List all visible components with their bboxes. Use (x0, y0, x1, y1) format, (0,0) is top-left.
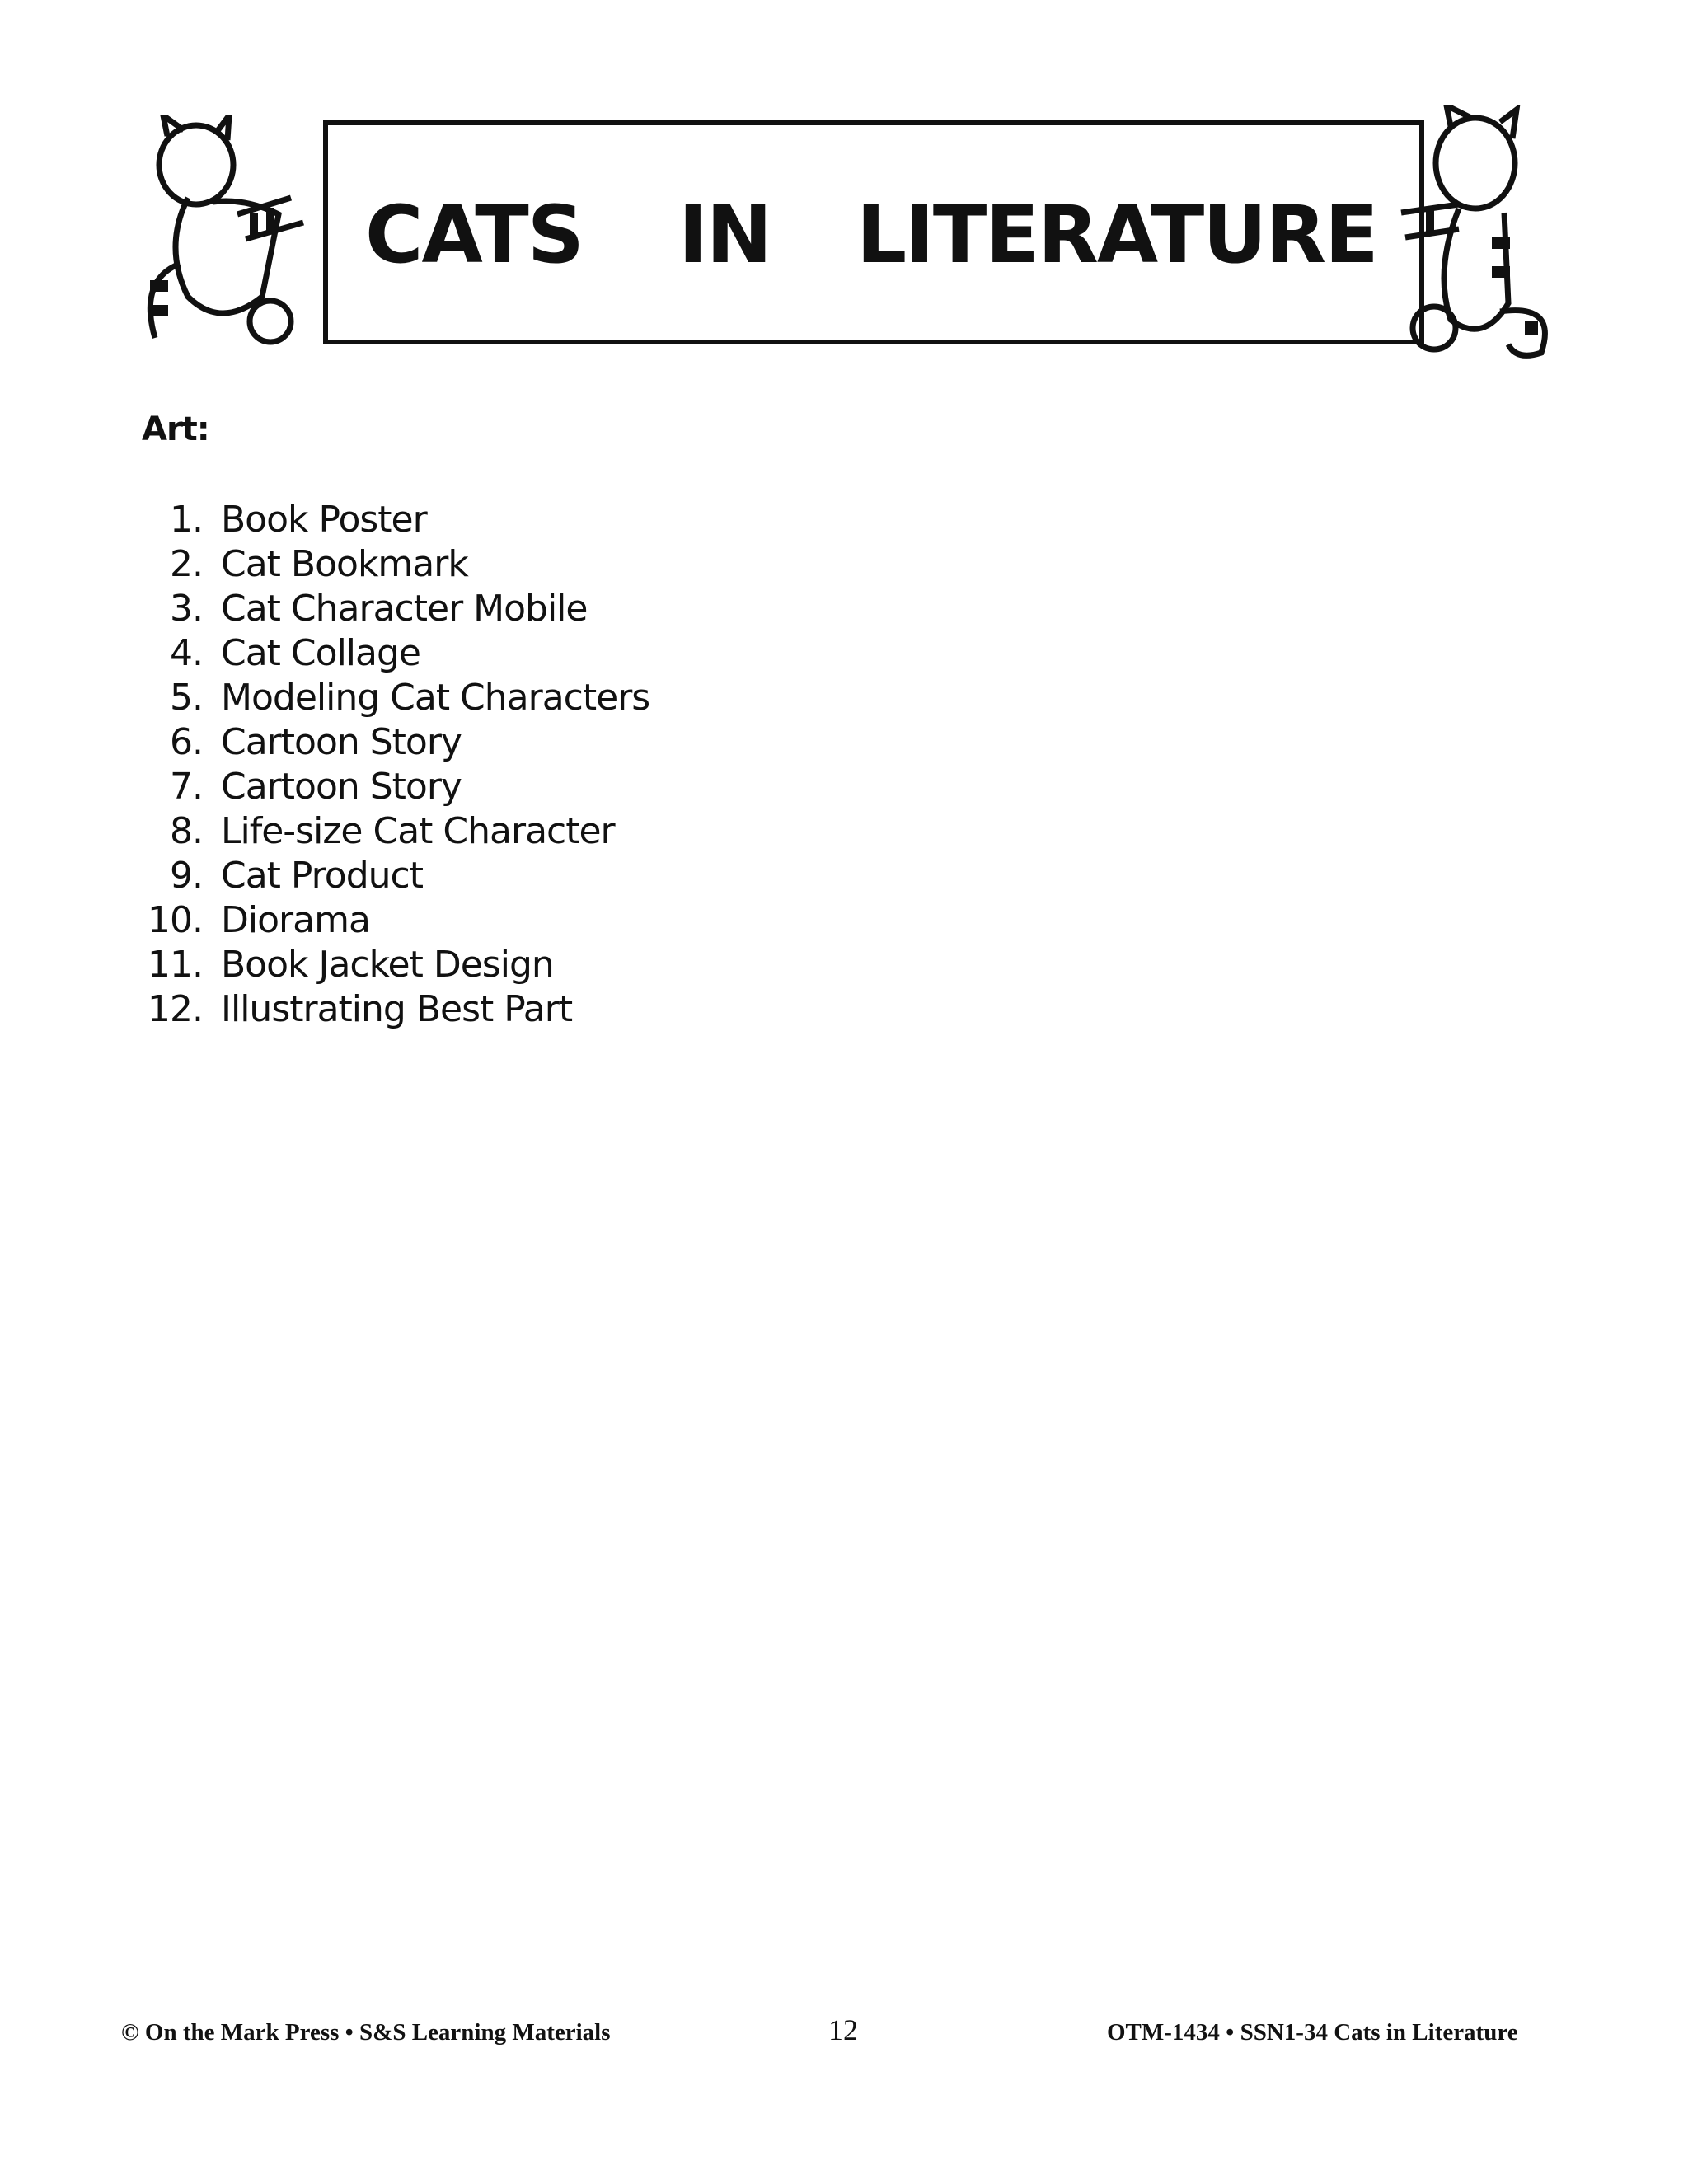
list-item (124, 720, 649, 765)
item-label: Book Jacket Design (221, 944, 554, 986)
item-label: Cat Bookmark (221, 543, 468, 585)
footer-product-code: OTM-1434 • SSN1-34 Cats in Literature (1107, 2019, 1518, 2046)
footer-page-number: 12 (828, 2013, 858, 2046)
item-label: Cat Character Mobile (221, 588, 588, 630)
left-cat-illustration (138, 115, 353, 363)
item-number: 2. (170, 543, 203, 585)
item-label: Cartoon Story (221, 766, 462, 808)
item-number: 8. (170, 810, 203, 852)
list-item (124, 542, 649, 587)
item-number: 11. (148, 944, 203, 986)
item-number: 9. (170, 855, 203, 897)
item-number: 6. (170, 721, 203, 763)
title-word-cats: CATS (365, 189, 583, 281)
item-label: Diorama (221, 899, 370, 941)
list-item (124, 809, 649, 854)
list-item (124, 765, 649, 809)
section-title-art: Art: (142, 410, 209, 448)
list-item (124, 676, 649, 720)
item-label: Cat Product (221, 855, 423, 897)
item-number: 7. (170, 766, 203, 808)
list-item (124, 854, 649, 898)
item-number: 12. (148, 988, 203, 1030)
item-label: Cat Collage (221, 632, 420, 674)
item-label: Illustrating Best Part (221, 988, 573, 1030)
art-activity-list (124, 498, 649, 1032)
title-word-in: IN (678, 189, 771, 281)
list-item (124, 987, 649, 1032)
list-item (124, 898, 649, 943)
item-number: 10. (148, 899, 203, 941)
list-item (124, 943, 649, 987)
item-number: 5. (170, 677, 203, 719)
right-cat-illustration (1368, 105, 1558, 369)
list-item (124, 498, 649, 542)
footer-publisher: © On the Mark Press • S&S Learning Materials (121, 2019, 611, 2046)
item-label: Life-size Cat Character (221, 810, 615, 852)
item-number: 3. (170, 588, 203, 630)
list-item (124, 587, 649, 631)
item-label: Book Poster (221, 499, 427, 541)
item-label: Modeling Cat Characters (221, 677, 650, 719)
list-item (124, 631, 649, 676)
item-label: Cartoon Story (221, 721, 462, 763)
title-word-literature: LITERATURE (856, 189, 1377, 281)
item-number: 1. (170, 499, 203, 541)
item-number: 4. (170, 632, 203, 674)
